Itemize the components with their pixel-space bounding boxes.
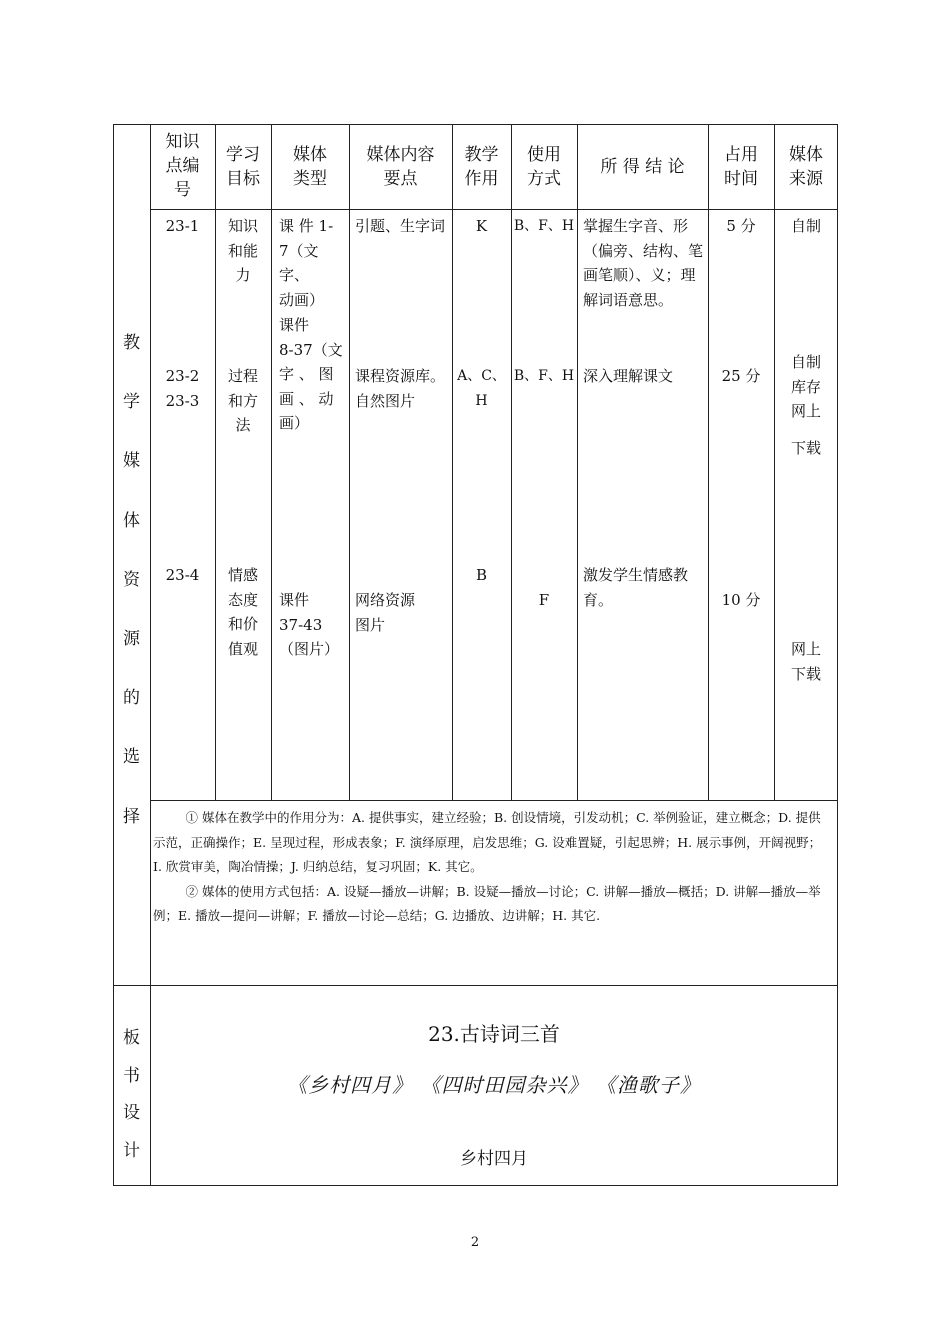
board-title: 23.古诗词三首 (428, 1022, 560, 1046)
row1-role: K (475, 217, 488, 235)
section-title-board: 板 书 设 计 (123, 1028, 140, 1161)
board-subtitle: 乡村四月 (460, 1149, 528, 1169)
row3-usage: F (538, 591, 550, 609)
header-teaching-role: 教学 作用 (464, 145, 499, 189)
row2-time: 25 分 (721, 367, 761, 385)
row3-content: 网络资源 图片 (355, 591, 416, 634)
row2-type: 课件 8-37（文 字 、 图 画 、 动 画） (279, 316, 343, 432)
media-notes (153, 806, 829, 929)
row1-id: 23-1 (165, 217, 200, 235)
row3-id: 23-4 (165, 566, 200, 584)
col-divider-3 (349, 124, 350, 801)
row1-content: 引题、生字词 (355, 217, 446, 235)
col-divider-2 (271, 124, 272, 801)
row1-conclusion: 掌握生字音、形 （偏旁、结构、笔 画笔顺）、义；理 解词语意思。 (583, 217, 704, 309)
header-knowledge-id: 知识 点编 号 (165, 132, 200, 200)
col-divider-6 (577, 124, 578, 801)
row1-usage: B、F、H (513, 218, 575, 234)
row2-conclusion: 深入理解课文 (583, 367, 674, 385)
row1-time: 5 分 (726, 217, 756, 235)
row2-source: 自制 库存 网上 下载 (790, 353, 821, 457)
row2-id: 23-2 23-3 (165, 367, 200, 410)
notes-top-line (150, 800, 838, 801)
row3-type: 课件 37-43 （图片） (279, 591, 340, 658)
board-poems: 《乡村四月》 《四时田园杂兴》 《渔歌子》 (287, 1073, 701, 1097)
header-conclusion: 所 得 结 论 (600, 157, 685, 177)
header-bottom-line (150, 209, 838, 210)
section-title-media: 教 学 媒 体 资 源 的 选 择 (123, 333, 140, 827)
row2-role: A、C、H (457, 368, 506, 409)
row3-goal: 情感 态度 和价 值观 (227, 566, 258, 658)
row2-content: 课程资源库。 自然图片 (355, 367, 446, 410)
header-source: 媒体 来源 (789, 145, 823, 189)
row3-time: 10 分 (721, 591, 761, 609)
header-media-type: 媒体 类型 (293, 145, 327, 189)
row2-usage: B、F、H (513, 368, 575, 384)
row1-source: 自制 (790, 217, 821, 235)
header-time: 占用 时间 (724, 145, 758, 189)
row1-goal: 知识 和能 力 (227, 217, 258, 284)
note-usage: ② 媒体的使用方式包括：A. 设疑—播放—讲解；B. 设疑—播放—讨论；C. 讲解—播放—概括；D. 讲解—播放—举例；E. 播放—提问—讲解；F. 播放—讨论—总结；G. 边播放、边讲解；H. 其它. (153, 883, 821, 923)
row1-type: 课 件 1- 7（文字、 动画） (279, 217, 334, 309)
row2-goal: 过程 和方 法 (227, 367, 258, 434)
row3-source: 网上 下载 (790, 640, 821, 683)
header-usage-mode: 使用 方式 (527, 145, 561, 189)
row3-conclusion: 激发学生情感教 育。 (583, 566, 689, 609)
page-number: 2 (470, 1235, 480, 1250)
header-media-content: 媒体内容 要点 (366, 145, 435, 189)
board-top-line (113, 985, 838, 986)
row3-role: B (475, 566, 488, 584)
header-learning-goal: 学习 目标 (226, 145, 260, 189)
note-role: ① 媒体在教学中的作用分为：A. 提供事实，建立经验；B. 创设情境，引发动机；C. 举例验证，建立概念；D. 提供示范，正确操作；E. 呈现过程，形成表象；F. 演绎原理，启发思维；G. 设难置疑，引起思辨；H. 展示事例，开阔视野；I. 欣赏审美，陶冶情操；J. 归纳总结，复习巩固；K. 其它。 (153, 810, 822, 874)
